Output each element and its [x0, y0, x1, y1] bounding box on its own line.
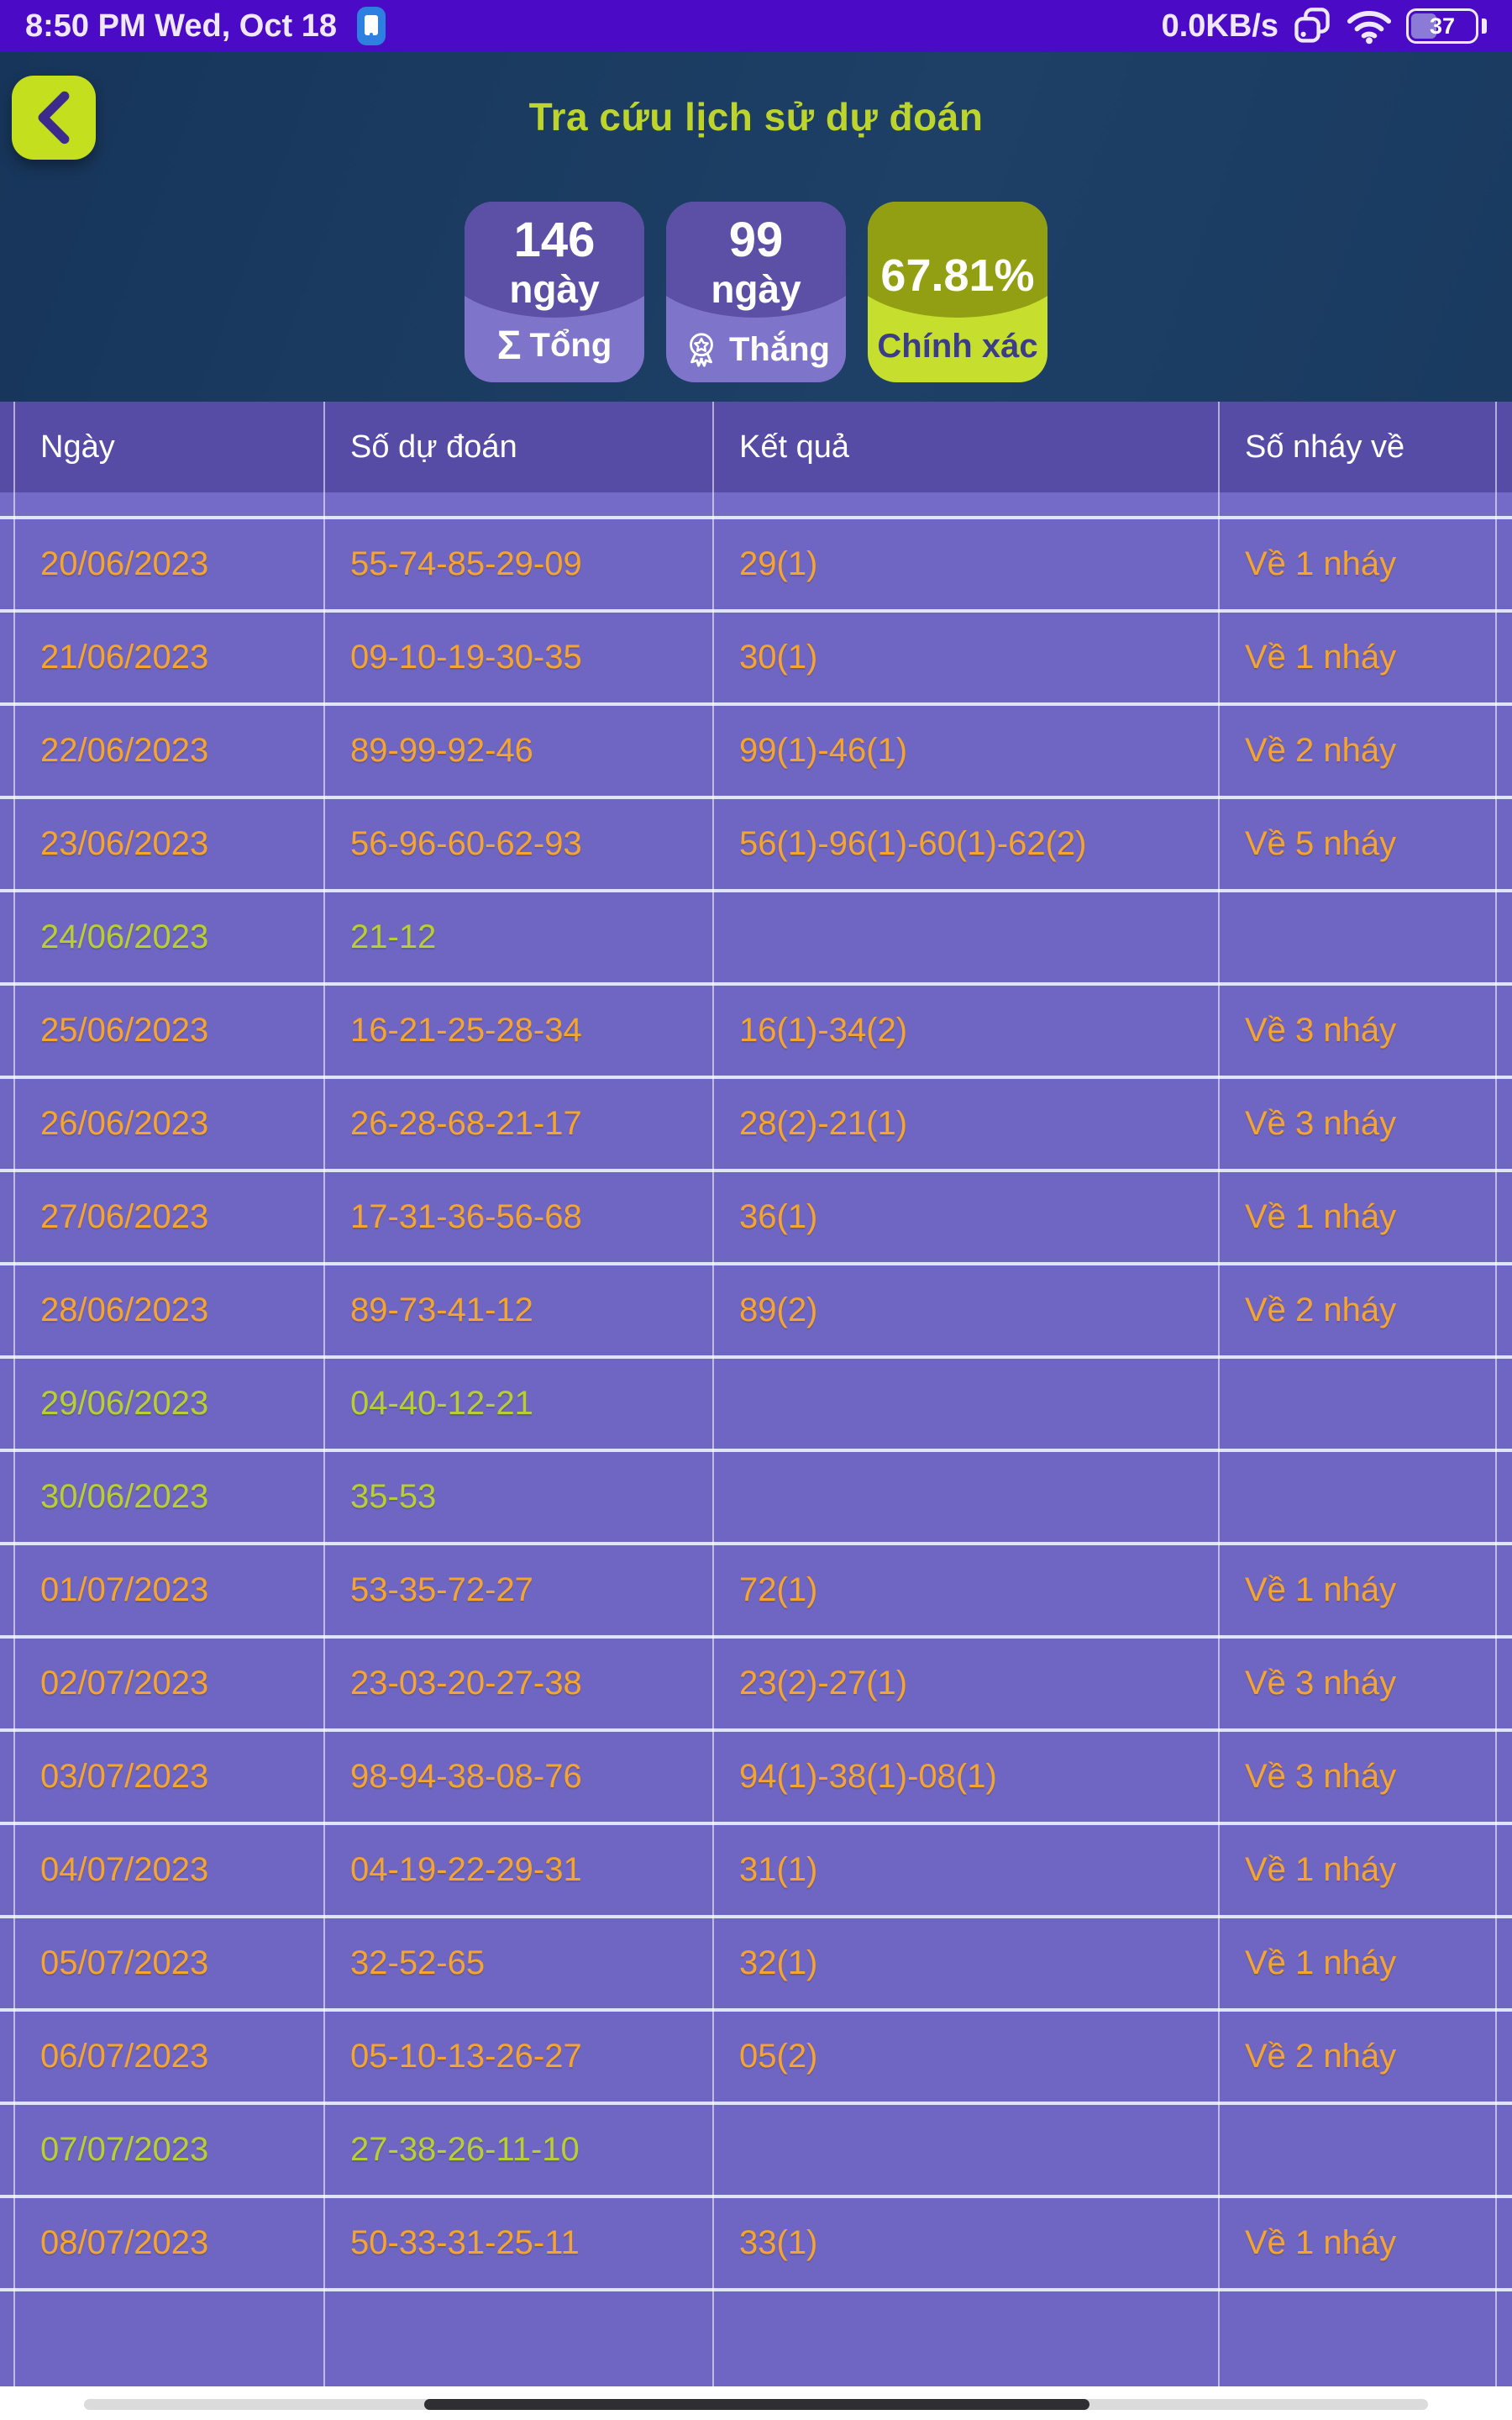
win-days-unit: ngày — [711, 266, 801, 311]
accuracy-value: 67.81% — [880, 250, 1035, 301]
stat-card-accuracy — [868, 202, 1047, 382]
cell-result: 05(2) — [739, 2038, 818, 2075]
table-header-row — [0, 402, 1512, 492]
cell-date: 30/06/2023 — [40, 1478, 209, 1515]
bottom-bar — [0, 2386, 1512, 2420]
cell-hits: Về 1 nháy — [1245, 1851, 1397, 1888]
table-row — [0, 1639, 1512, 1732]
table-row — [0, 1265, 1512, 1359]
table-border-right — [1495, 402, 1497, 2386]
cell-date: 22/06/2023 — [40, 732, 209, 769]
cell-result: 99(1)-46(1) — [739, 732, 908, 769]
cell-date: 24/06/2023 — [40, 918, 209, 955]
cell-prediction: 23-03-20-27-38 — [350, 1665, 582, 1702]
cell-prediction: 26-28-68-21-17 — [350, 1105, 582, 1142]
cell-result: 32(1) — [739, 1944, 818, 1981]
cell-result: 33(1) — [739, 2224, 818, 2261]
column-header-result: Kết quả — [739, 429, 849, 465]
win-days-value: 99 — [728, 213, 784, 267]
cell-date: 20/06/2023 — [40, 545, 209, 582]
total-label: Σ Tổng — [496, 324, 612, 368]
battery-nub — [1482, 18, 1487, 34]
cell-hits: Về 2 nháy — [1245, 1292, 1397, 1328]
cell-prediction: 56-96-60-62-93 — [350, 825, 582, 862]
table-border-left — [13, 402, 15, 2386]
table-row — [0, 1825, 1512, 1918]
table-row — [0, 2198, 1512, 2291]
cell-date: 08/07/2023 — [40, 2224, 209, 2261]
cell-prediction: 04-40-12-21 — [350, 1385, 533, 1422]
status-time: 8:50 PM Wed, Oct 18 — [25, 8, 337, 44]
cell-prediction: 04-19-22-29-31 — [350, 1851, 582, 1888]
cell-result: 36(1) — [739, 1198, 818, 1235]
horizontal-scrollbar-thumb[interactable] — [424, 2399, 1089, 2410]
column-header-date: Ngày — [40, 429, 115, 465]
cell-prediction: 98-94-38-08-76 — [350, 1758, 582, 1795]
column-header-hits: Số nháy về — [1245, 429, 1405, 465]
cell-result: 30(1) — [739, 639, 818, 676]
total-days-value: 146 — [513, 213, 596, 267]
cell-result: 94(1)-38(1)-08(1) — [739, 1758, 997, 1795]
wins-label: Thắng — [666, 330, 846, 369]
cell-date: 26/06/2023 — [40, 1105, 209, 1142]
table-row — [0, 892, 1512, 986]
cell-prediction: 32-52-65 — [350, 1944, 486, 1981]
cell-date: 21/06/2023 — [40, 639, 209, 676]
cell-date: 29/06/2023 — [40, 1385, 209, 1422]
cell-prediction: 35-53 — [350, 1478, 437, 1515]
cell-prediction: 89-99-92-46 — [350, 732, 533, 769]
cell-hits: Về 1 nháy — [1245, 545, 1397, 582]
table-row — [0, 1545, 1512, 1639]
table-row — [0, 2012, 1512, 2105]
table-header-gap — [0, 492, 1512, 516]
cell-hits: Về 3 nháy — [1245, 1105, 1397, 1142]
cell-date: 28/06/2023 — [40, 1292, 209, 1328]
cell-date: 06/07/2023 — [40, 2038, 209, 2075]
total-days-unit: ngày — [509, 266, 600, 311]
cell-prediction: 89-73-41-12 — [350, 1292, 533, 1328]
table-row — [0, 706, 1512, 799]
cell-hits: Về 5 nháy — [1245, 825, 1397, 862]
floating-window-icon — [1292, 6, 1332, 46]
horizontal-scrollbar-track[interactable] — [84, 2399, 1428, 2410]
cell-result: 23(2)-27(1) — [739, 1665, 908, 1702]
cell-hits: Về 3 nháy — [1245, 1665, 1397, 1702]
cell-date: 02/07/2023 — [40, 1665, 209, 1702]
cell-result: 72(1) — [739, 1571, 818, 1608]
cell-prediction: 53-35-72-27 — [350, 1571, 533, 1608]
table-row — [0, 1359, 1512, 1452]
accuracy-label: Chính xác — [877, 328, 1038, 365]
table-row — [0, 799, 1512, 892]
table-row — [0, 2105, 1512, 2198]
cell-prediction: 50-33-31-25-11 — [350, 2224, 580, 2261]
status-bar — [0, 0, 1512, 52]
cell-hits: Về 1 nháy — [1245, 1198, 1397, 1235]
column-divider — [1218, 402, 1220, 2386]
cell-date: 23/06/2023 — [40, 825, 209, 862]
network-speed: 0.0KB/s — [1161, 8, 1278, 44]
phone-notification-icon — [357, 7, 386, 45]
cell-result: 89(2) — [739, 1292, 818, 1328]
cell-prediction: 27-38-26-11-10 — [350, 2131, 580, 2168]
cell-result: 31(1) — [739, 1851, 818, 1888]
stats-row — [0, 202, 1512, 382]
cell-hits: Về 1 nháy — [1245, 639, 1397, 676]
column-header-prediction: Số dự đoán — [350, 429, 517, 465]
cell-prediction: 05-10-13-26-27 — [350, 2038, 582, 2075]
cell-prediction: 21-12 — [350, 918, 437, 955]
cell-result: 29(1) — [739, 545, 818, 582]
cell-hits: Về 2 nháy — [1245, 732, 1397, 769]
table-row — [0, 986, 1512, 1079]
cell-result: 28(2)-21(1) — [739, 1105, 908, 1142]
cell-date: 03/07/2023 — [40, 1758, 209, 1795]
cell-date: 01/07/2023 — [40, 1571, 209, 1608]
cell-hits: Về 2 nháy — [1245, 2038, 1397, 2075]
table-row — [0, 519, 1512, 613]
table-row — [0, 1172, 1512, 1265]
battery-level: 37 — [1429, 13, 1456, 39]
cell-prediction: 55-74-85-29-09 — [350, 545, 582, 582]
table-row — [0, 1732, 1512, 1825]
cell-date: 25/06/2023 — [40, 1012, 209, 1049]
column-divider — [323, 402, 325, 2386]
cell-result: 16(1)-34(2) — [739, 1012, 908, 1049]
table-row — [0, 1452, 1512, 1545]
stat-card-total — [465, 202, 644, 382]
prediction-history-table — [0, 402, 1512, 2386]
cell-prediction: 16-21-25-28-34 — [350, 1012, 582, 1049]
cell-hits: Về 3 nháy — [1245, 1758, 1397, 1795]
page-title: Tra cứu lịch sử dự đoán — [528, 95, 984, 139]
stat-card-wins — [666, 202, 846, 382]
cell-hits: Về 1 nháy — [1245, 1571, 1397, 1608]
cell-prediction: 17-31-36-56-68 — [350, 1198, 582, 1235]
wifi-icon — [1346, 8, 1393, 45]
cell-hits: Về 1 nháy — [1245, 1944, 1397, 1981]
cell-hits: Về 1 nháy — [1245, 2224, 1397, 2261]
column-divider — [712, 402, 714, 2386]
table-row — [0, 1079, 1512, 1172]
cell-prediction: 09-10-19-30-35 — [350, 639, 582, 676]
medal-icon — [682, 330, 721, 369]
cell-date: 07/07/2023 — [40, 2131, 209, 2168]
cell-date: 04/07/2023 — [40, 1851, 209, 1888]
sigma-icon: Σ — [496, 324, 522, 368]
table-row — [0, 1918, 1512, 2012]
table-body — [0, 516, 1512, 2291]
battery-icon — [1406, 8, 1478, 44]
cell-date: 27/06/2023 — [40, 1198, 209, 1235]
table-row — [0, 613, 1512, 706]
cell-result: 56(1)-96(1)-60(1)-62(2) — [739, 825, 1087, 862]
app-header — [0, 52, 1512, 402]
cell-hits: Về 3 nháy — [1245, 1012, 1397, 1049]
cell-date: 05/07/2023 — [40, 1944, 209, 1981]
